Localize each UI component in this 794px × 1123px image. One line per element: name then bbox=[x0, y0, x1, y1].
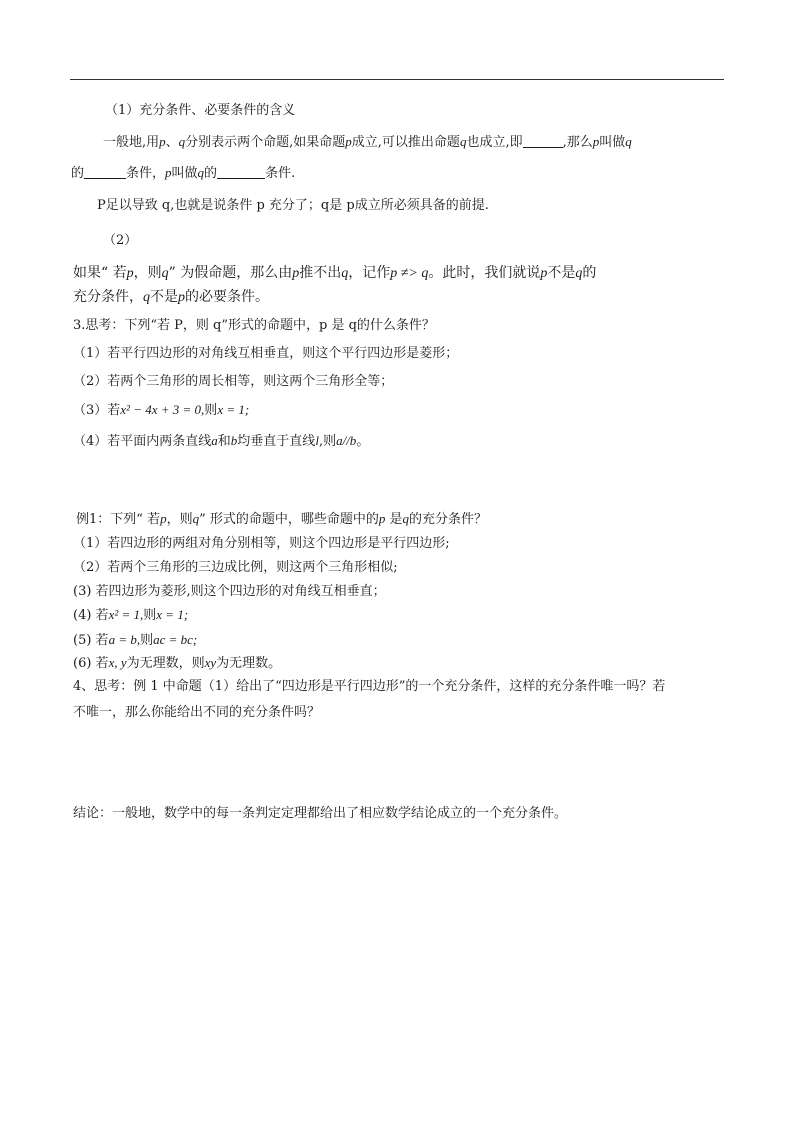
think3-item-1: （1）若平行四边形的对角线互相垂直，则这个平行四边形是菱形； bbox=[73, 346, 459, 361]
section1-heading: （1）充分条件、必要条件的含义 bbox=[105, 103, 296, 118]
section1-para2: 的 条件，p叫做q的 条件. bbox=[71, 165, 296, 181]
example1-item-3: (3) 若四边形为菱形,则这个四边形的对角线互相垂直； bbox=[73, 584, 386, 599]
section2-line2: 充分条件，q不是p的必要条件。 bbox=[73, 289, 269, 305]
conclusion: 结论：一般地，数学中的每一条判定定理都给出了相应数学结论成立的一个充分条件。 bbox=[73, 806, 568, 821]
example1-item-6: (6) 若x, y为无理数，则xy为无理数。 bbox=[73, 655, 282, 671]
section1-para1: 一般地,用p、q分别表示两个命题,如果命题p成立,可以推出命题q也成立,即 ,那么p叫做q bbox=[103, 134, 632, 150]
think3-item-2: （2）若两个三角形的周长相等，则这两个三角形全等； bbox=[73, 374, 394, 389]
think4-line-2: 不唯一，那么你能给出不同的充分条件吗？ bbox=[73, 705, 321, 720]
section2-heading: （2） bbox=[103, 233, 138, 248]
think3-item-4: （4）若平面内两条直线a和b均垂直于直线l,则a//b。 bbox=[73, 433, 370, 449]
think3-title: 3.思考：下列“若 P，则 q”形式的命题中，p 是 q的什么条件？ bbox=[73, 318, 435, 333]
example1-item-1: （1）若四边形的两组对角分别相等，则这个四边形是平行四边形; bbox=[73, 536, 450, 551]
section1-para3: P足以导致 q,也就是说条件 p 充分了；q是 p成立所必须具备的前提. bbox=[97, 198, 489, 213]
example1-item-4: (4) 若x² = 1,则x = 1; bbox=[73, 607, 189, 623]
fill-blank-3[interactable] bbox=[217, 164, 265, 179]
example1-item-2: （2）若两个三角形的三边成比例，则这两个三角形相似; bbox=[73, 560, 398, 575]
example1-title: 例1：下列“ 若p，则q” 形式的命题中，哪些命题中的p 是q的充分条件？ bbox=[76, 511, 488, 527]
think4-line-1: 4、思考：例 1 中命题（1）给出了“四边形是平行四边形”的一个充分条件，这样的充分条件唯一吗？若 bbox=[73, 679, 666, 694]
fill-blank-2[interactable] bbox=[84, 164, 126, 179]
header-rule bbox=[70, 79, 724, 80]
think3-item-3: （3）若x² − 4x + 3 = 0,则x = 1; bbox=[73, 402, 250, 418]
example1-item-5: (5) 若a = b,则ac = bc; bbox=[73, 632, 198, 648]
fill-blank-1[interactable] bbox=[523, 133, 563, 148]
section2-line1: 如果“ 若p，则q” 为假命题，那么由p推不出q，记作p ≠> q。此时，我们就说p不是q的 bbox=[73, 265, 597, 281]
